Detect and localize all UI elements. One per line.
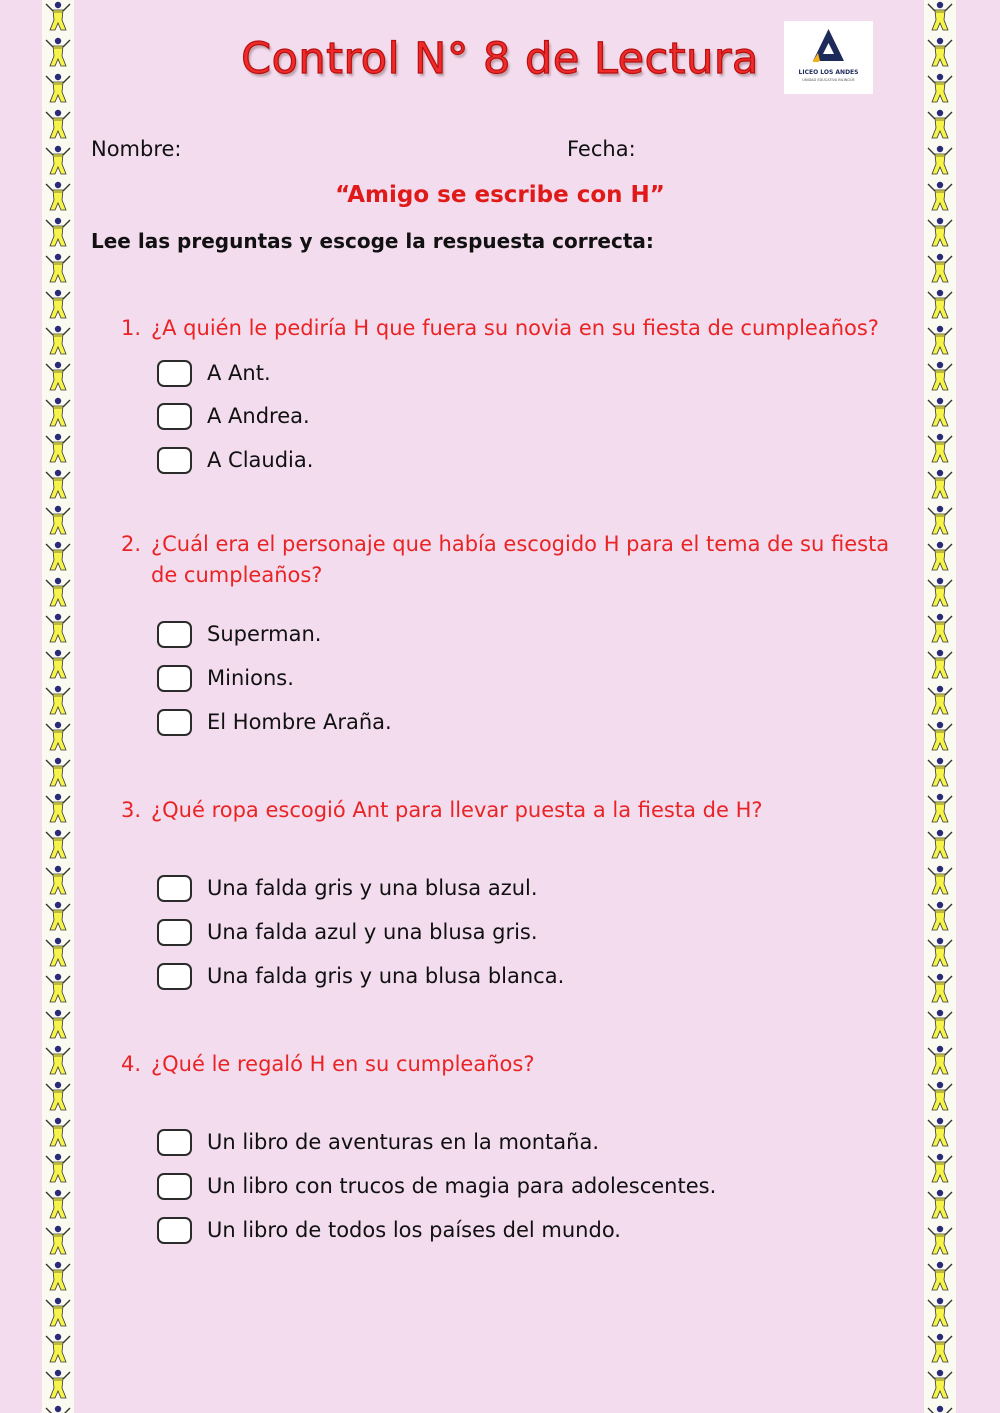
option-label: Minions. [207,666,294,690]
question-3 [121,795,901,826]
option-label: Un libro de todos los países del mundo. [207,1218,621,1242]
option-3a[interactable] [157,872,538,904]
option-label: Una falda gris y una blusa azul. [207,876,538,900]
question-number: 2. [121,532,142,556]
logo-mountain-icon [784,21,873,69]
question-number: 4. [121,1052,142,1076]
option-2b[interactable] [157,662,294,694]
question-1 [121,313,901,344]
logo-name: LICEO LOS ANDES [798,69,859,76]
option-label: A Andrea. [207,404,310,428]
option-1b[interactable] [157,400,310,432]
option-label: El Hombre Araña. [207,710,392,734]
option-2c[interactable] [157,706,392,738]
question-text: ¿A quién le pediría H que fuera su novia en su fiesta de cumpleaños? [151,316,879,340]
answer-checkbox[interactable] [157,1217,192,1244]
option-4c[interactable] [157,1214,621,1246]
story-title: “Amigo se escribe con H” [335,182,665,208]
answer-checkbox[interactable] [157,403,192,430]
name-label: Nombre: [91,137,182,161]
option-3c[interactable] [157,960,564,992]
date-label: Fecha: [567,137,636,161]
question-text: ¿Qué le regaló H en su cumpleaños? [151,1052,535,1076]
answer-checkbox[interactable] [157,665,192,692]
option-4a[interactable] [157,1126,599,1158]
left-decorative-border [42,0,74,1413]
option-1a[interactable] [157,357,271,389]
question-number: 1. [121,316,142,340]
answer-checkbox[interactable] [157,1129,192,1156]
question-text: ¿Cuál era el personaje que había escogido H para el tema de su fiesta de cumpleaños? [151,532,890,587]
option-label: A Ant. [207,361,271,385]
logo-subtitle: UNIDAD EDUCATIVA BILINGÜE [802,78,855,82]
answer-checkbox[interactable] [157,447,192,474]
option-1c[interactable] [157,444,313,476]
option-label: Una falda azul y una blusa gris. [207,920,538,944]
instructions: Lee las preguntas y escoge la respuesta correcta: [91,229,654,253]
school-logo [784,21,873,94]
option-label: Un libro de aventuras en la montaña. [207,1130,600,1154]
answer-checkbox[interactable] [157,621,192,648]
answer-checkbox[interactable] [157,709,192,736]
question-4 [121,1049,901,1080]
option-label: Un libro con trucos de magia para adolescentes. [207,1174,717,1198]
right-decorative-border [924,0,956,1413]
option-label: Una falda gris y una blusa blanca. [207,964,565,988]
question-2 [121,529,901,591]
option-label: A Claudia. [207,448,314,472]
option-4b[interactable] [157,1170,716,1202]
figure-pattern-icon [42,0,74,1413]
answer-checkbox[interactable] [157,919,192,946]
answer-checkbox[interactable] [157,1173,192,1200]
page-title: Control N° 8 de Lectura [241,34,759,84]
figure-pattern-icon [924,0,956,1413]
option-3b[interactable] [157,916,538,948]
question-text: ¿Qué ropa escogió Ant para llevar puesta a la fiesta de H? [151,798,763,822]
question-number: 3. [121,798,142,822]
answer-checkbox[interactable] [157,963,192,990]
option-2a[interactable] [157,618,321,650]
option-label: Superman. [207,622,322,646]
answer-checkbox[interactable] [157,875,192,902]
answer-checkbox[interactable] [157,360,192,387]
